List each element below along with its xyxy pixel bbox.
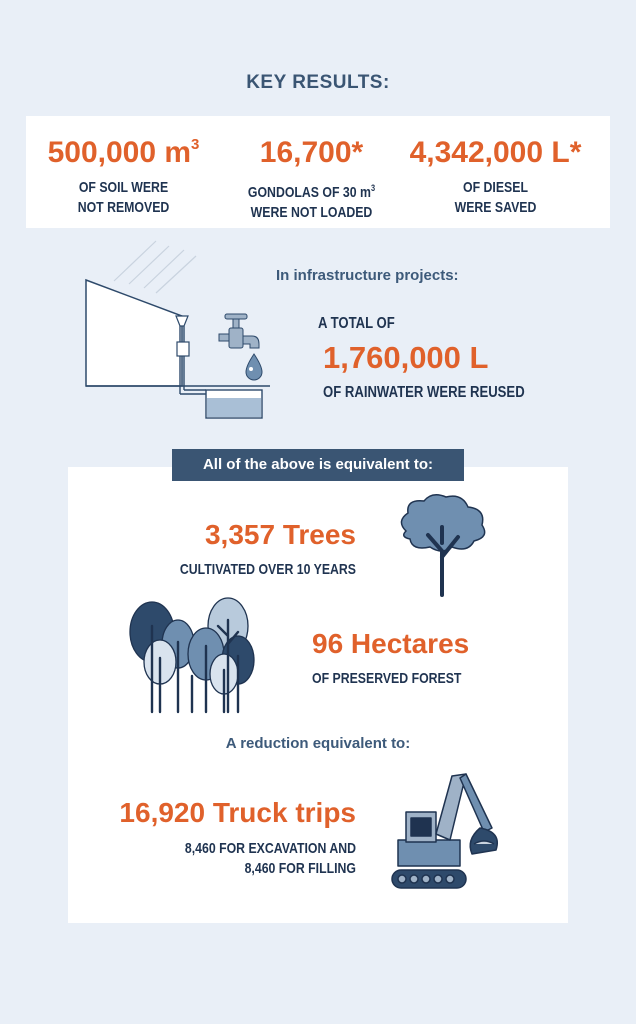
rainwater-value: 1,760,000 L: [323, 340, 489, 375]
truck-trips-desc: 8,460 FOR EXCAVATION AND 8,460 FOR FILLING: [184, 840, 356, 877]
infrastructure-heading: In infrastructure projects:: [276, 267, 459, 284]
result-soil-desc: OF SOIL WERE NOT REMOVED: [77, 179, 170, 216]
truck-trips-value: 16,920 Truck trips: [119, 797, 356, 828]
result-diesel: [398, 136, 593, 218]
result-diesel-value: 4,342,000 L*: [409, 136, 582, 169]
result-soil: [26, 136, 221, 218]
result-gondolas-value: 16,700*: [259, 136, 364, 169]
hectares-desc: OF PRESERVED FOREST: [312, 670, 462, 687]
hectares-value: 96 Hectares: [312, 628, 470, 659]
faucet-icon: [219, 314, 262, 380]
result-gondolas: [214, 136, 409, 223]
trees-value: 3,357 Trees: [204, 519, 356, 550]
result-soil-value: 500,000 $m^3$: [47, 136, 200, 169]
result-diesel-desc: OF DIESEL WERE SAVED: [454, 179, 537, 216]
rainwater-lead: A TOTAL OF: [318, 315, 395, 332]
rain-roof-icon: [84, 236, 284, 422]
key-results-card: [26, 116, 610, 228]
forest-icon: [128, 596, 262, 714]
tree-icon: [392, 491, 492, 597]
result-gondolas-desc: GONDOLAS OF 30 $m^3$ WERE NOT LOADED: [247, 183, 376, 221]
excavator-icon: [384, 768, 508, 892]
trees-desc: CULTIVATED OVER 10 YEARS: [179, 561, 356, 578]
page-title: KEY RESULTS:: [246, 72, 390, 93]
equivalence-banner: All of the above is equivalent to:: [172, 449, 464, 481]
reduction-heading: A reduction equivalent to:: [225, 735, 411, 752]
rainwater-desc: OF RAINWATER WERE REUSED: [323, 384, 525, 401]
